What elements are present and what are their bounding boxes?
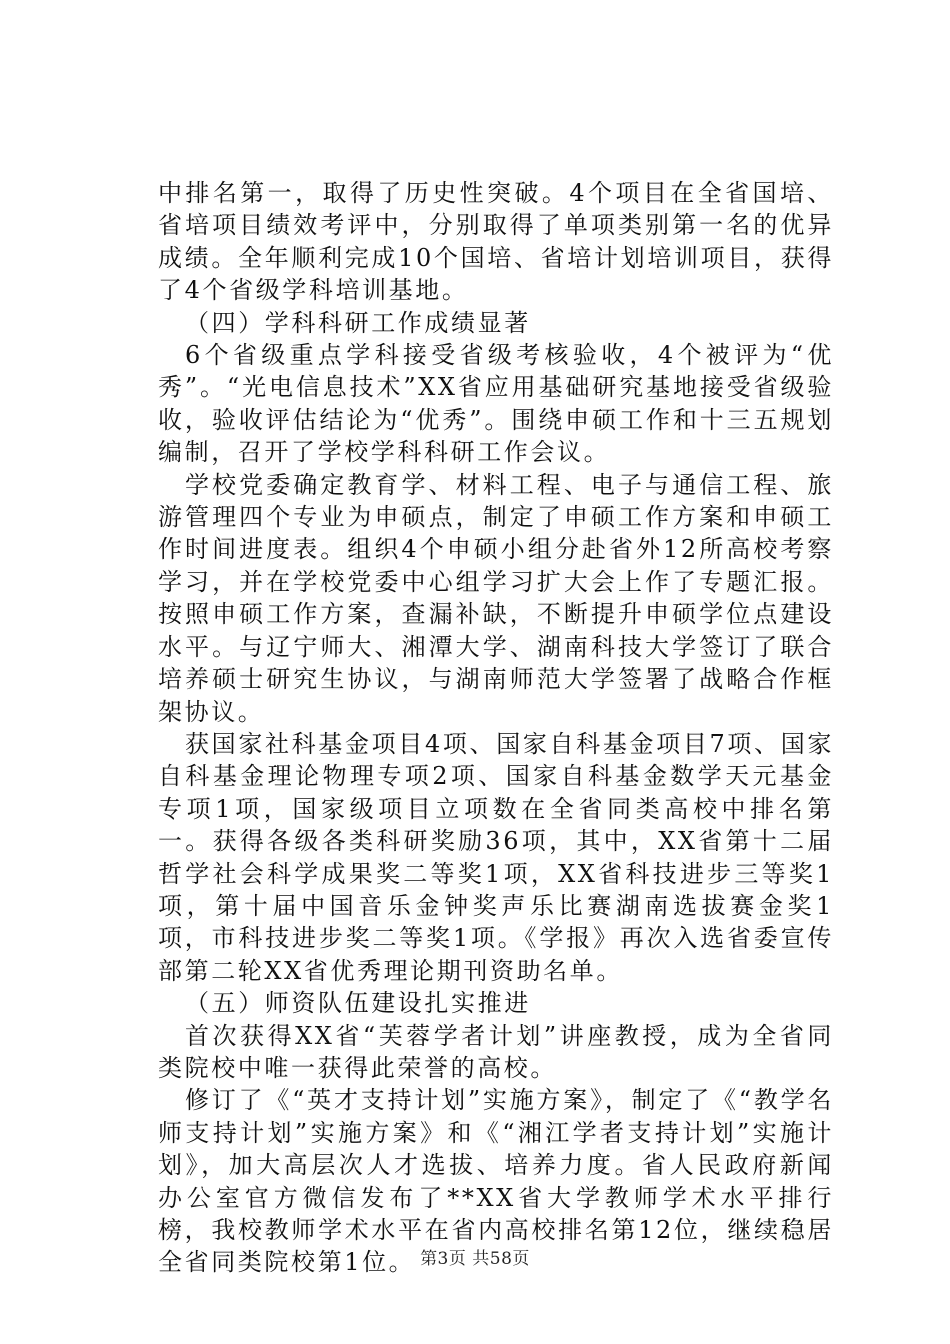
paragraph-5: 首次获得XX省“芙蓉学者计划”讲座教授，成为全省同类院校中唯一获得此荣誉的高校。: [158, 1021, 834, 1082]
paragraph-4: 获国家社科基金项目4项、国家自科基金项目7项、国家自科基金理论物理专项2项、国家自科基金数学天元基金专项1项，国家级项目立项数在全省同类高校中排名第一。获得各级各类科研奖励36项，其中，XX省第十二届哲学社会科学成果奖二等奖1项，XX省科技进步三等奖1项，第十届中国音乐金钟奖声乐比赛湖南选拔赛金奖1项，市科技进步奖二等奖1项。《学报》再次入选省委宣传部第二轮XX省优秀理论期刊资助名单。: [158, 729, 834, 985]
paragraph-1: 中排名第一，取得了历史性突破。4个项目在全省国培、省培项目绩效考评中，分别取得了单项类别第一名的优异成绩。全年顺利完成10个国培、省培计划培训项目，获得了4个省级学科培训基地。: [158, 179, 834, 305]
section-heading-5: （五）师资队伍建设扎实推进: [185, 989, 531, 1018]
paragraph-2: 6个省级重点学科接受省级考核验收，4个被评为“优秀”。“光电信息技术”XX省应用基础研究基地接受省级验收，验收评估结论为“优秀”。围绕申硕工作和十三五规划编制，召开了学校学科科研工作会议。: [158, 341, 834, 467]
section-heading-4: （四）学科科研工作成绩显著: [185, 308, 531, 337]
document-body: [158, 177, 834, 1279]
paragraph-6: 修订了《“英才支持计划”实施方案》，制定了《“教学名师支持计划”实施方案》和《“湘江学者支持计划”实施计划》，加大高层次人才选拔、培养力度。省人民政府新闻办公室官方微信发布了**XX省大学教师学术水平排行榜，我校教师学术水平在省内高校排名第12位，继续稳居全省同类院校第1位。: [158, 1086, 834, 1277]
paragraph-3: 学校党委确定教育学、材料工程、电子与通信工程、旅游管理四个专业为申硕点，制定了申硕工作方案和申硕工作时间进度表。组织4个申硕小组分赴省外12所高校考察学习，并在学校党委中心组学习扩大会上作了专题汇报。按照申硕工作方案，查漏补缺，不断提升申硕学位点建设水平。与辽宁师大、湘潭大学、湖南科技大学签订了联合培养硕士研究生协议，与湖南师范大学签署了战略合作框架协议。: [158, 470, 834, 726]
page-footer: 第3页 共58页: [420, 1249, 530, 1269]
